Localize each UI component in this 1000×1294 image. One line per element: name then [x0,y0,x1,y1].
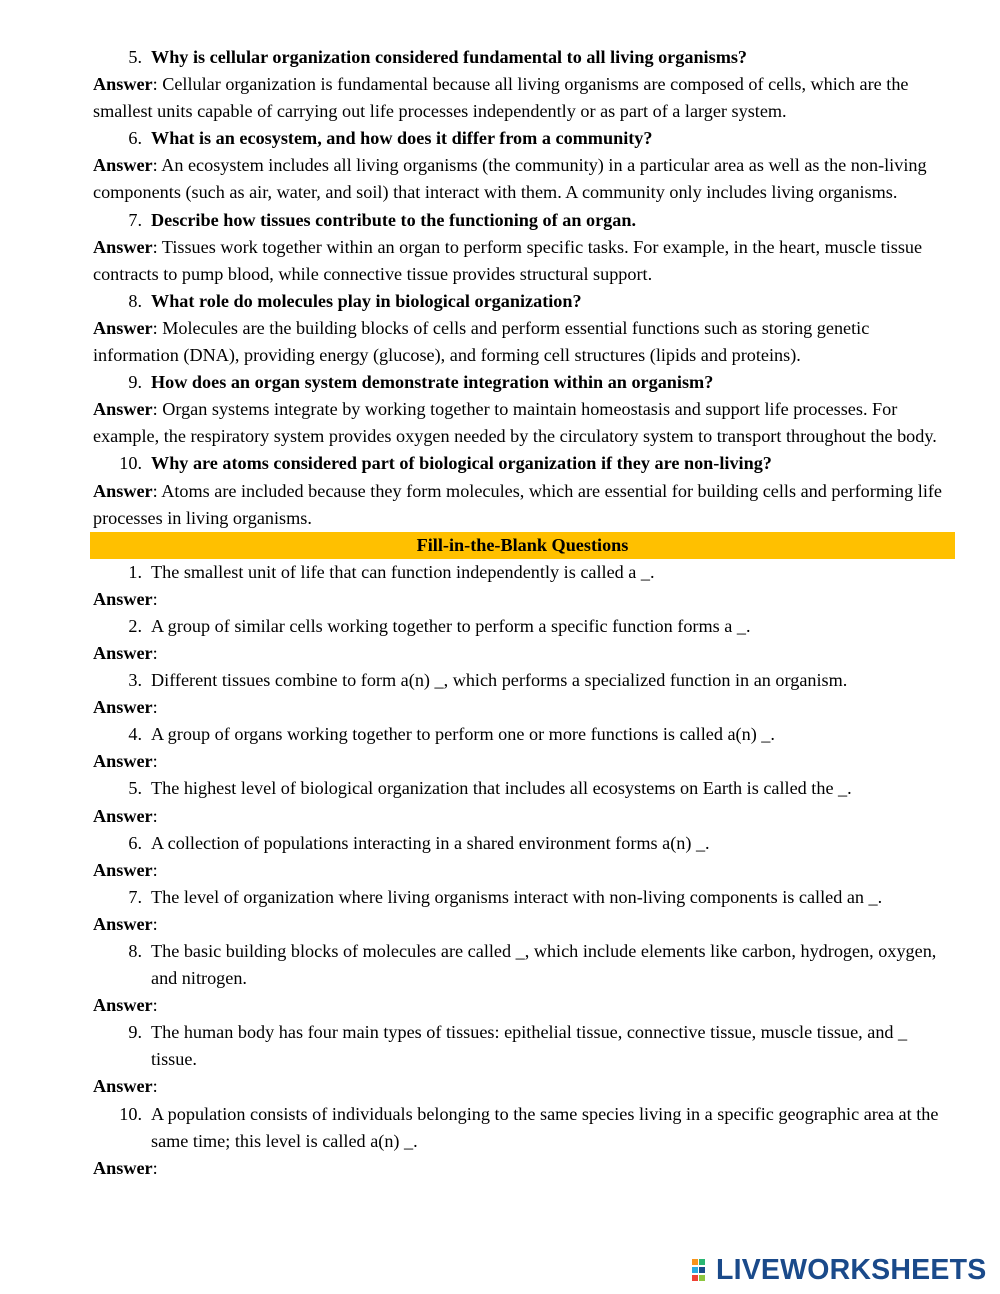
answer-line [93,586,955,613]
answer-colon: : [152,642,158,663]
question-item [93,288,955,315]
blank-question-item [93,884,955,911]
answer-text: : An ecosystem includes all living organisms (the community) in a particular area as well as the non-living components (such as air, water, and soil) that interact with them. A community only includes living organisms. [93,155,927,203]
answer-label: Answer [93,1076,153,1097]
answer-paragraph [93,315,955,369]
blank-question-item [93,613,955,640]
question-item [93,44,955,71]
answer-label: Answer [93,859,153,880]
answer-paragraph [93,396,955,450]
answer-label: Answer [93,317,153,338]
blank-question-item [93,559,955,586]
question-number: 7. [128,886,142,907]
answer-line [93,1073,955,1100]
question-text: What role do molecules play in biological organization? [151,290,582,311]
question-number: 4. [128,724,142,745]
blank-question-item [93,775,955,802]
question-number: 8. [128,941,142,961]
question-text: The level of organization where living organisms interact with non-living components is called an _. [151,886,883,907]
question-number: 9. [128,372,142,393]
question-text: The basic building blocks of molecules are called _, which include elements like carbon, hydrogen, oxygen, and nitrogen. [151,941,937,989]
question-item [93,450,955,477]
answer-colon: : [152,697,158,718]
answer-label: Answer [93,480,153,501]
answer-line [93,694,955,721]
answer-colon: : [152,859,158,880]
answer-colon: : [152,751,158,772]
answer-line [93,803,955,830]
answer-colon: : [152,805,158,826]
question-number: 5. [128,47,142,67]
blank-question-item [93,938,955,992]
blank-question-item [93,830,955,857]
answer-text: : Organ systems integrate by working together to maintain homeostasis and support life processes. For example, the respiratory system provides oxygen needed by the circulatory system to transport throughout the body. [93,399,937,447]
answer-colon: : [152,1076,158,1097]
question-number: 8. [128,290,142,311]
question-text: Different tissues combine to form a(n) _, which performs a specialized function in an organism. [151,670,848,691]
answer-label: Answer [93,399,153,420]
question-number: 10. [119,453,142,474]
liveworksheets-logo-icon [692,1258,714,1282]
question-text: Describe how tissues contribute to the functioning of an organ. [151,209,636,230]
question-text: A collection of populations interacting in a shared environment forms a(n) _. [151,832,710,853]
answer-line [93,1155,955,1182]
answer-label: Answer [93,805,153,826]
answer-label: Answer [93,588,153,609]
question-item [93,207,955,234]
question-item [93,125,955,152]
answer-colon: : [152,995,158,1016]
question-item [93,369,955,396]
question-text: The smallest unit of life that can function independently is called a _. [151,561,655,582]
answer-paragraph [93,71,955,125]
question-text: The human body has four main types of tissues: epithelial tissue, connective tissue, muscle tissue, and _ tissue. [151,1022,908,1070]
answer-line [93,992,955,1019]
question-text: Why are atoms considered part of biological organization if they are non-living? [151,453,772,474]
liveworksheets-logo[interactable] [692,1254,988,1286]
answer-text: : Tissues work together within an organ to perform specific tasks. For example, in the heart, muscle tissue contracts to pump blood, while connective tissue provides structural support. [93,236,923,284]
question-number: 6. [128,832,142,853]
answer-label: Answer [93,697,153,718]
blank-question-item [93,1019,955,1073]
question-number: 5. [128,778,142,799]
question-number: 1. [128,561,142,582]
question-number: 10. [119,1103,142,1124]
answer-colon: : [152,913,158,934]
answer-text: : Molecules are the building blocks of cells and perform essential functions such as storing genetic information (DNA), providing energy (glucose), and forming cell structures (lipids and proteins). [93,317,870,366]
answer-line [93,911,955,938]
question-text: A group of similar cells working together to perform a specific function forms a _. [151,615,751,636]
blank-question-item [93,721,955,748]
worksheet-page [93,44,955,1182]
answer-paragraph [93,234,955,288]
answer-paragraph [93,152,955,206]
answer-paragraph [93,478,955,532]
question-text: What is an ecosystem, and how does it differ from a community? [151,128,653,149]
answer-line [93,857,955,884]
answer-label: Answer [93,751,153,772]
answer-line [93,748,955,775]
question-text: The highest level of biological organization that includes all ecosystems on Earth is called the _. [151,778,852,799]
blank-question-item [93,667,955,694]
question-number: 9. [128,1022,142,1043]
question-text: A population consists of individuals belonging to the same species living in a specific geographic area at the same time; this level is called a(n) _. [151,1103,939,1151]
answer-label: Answer [93,74,153,95]
question-text: How does an organ system demonstrate integration within an organism? [151,372,714,393]
liveworksheets-logo-text: LIVEWORKSHEETS [716,1253,987,1286]
answer-line [93,640,955,667]
question-number: 6. [128,128,142,149]
question-text: A group of organs working together to perform one or more functions is called a(n) _. [151,724,775,745]
answer-label: Answer [93,236,153,257]
answer-label: Answer [93,155,153,176]
question-text: Why is cellular organization considered fundamental to all living organisms? [151,47,748,67]
question-number: 3. [128,670,142,691]
question-number: 2. [128,615,142,636]
section-heading-banner: Fill-in-the-Blank Questions [90,532,955,559]
answer-text: : Atoms are included because they form molecules, which are essential for building cells and performing life processes in living organisms. [93,480,942,528]
answer-colon: : [152,1157,158,1178]
answer-label: Answer [93,1157,153,1178]
answer-colon: : [152,588,158,609]
answer-label: Answer [93,913,153,934]
answer-text: : Cellular organization is fundamental because all living organisms are composed of cells, which are the smallest units capable of carrying out life processes independently or as part of a larger system. [93,74,909,122]
answer-label: Answer [93,642,153,663]
question-number: 7. [128,209,142,230]
answer-label: Answer [93,995,153,1016]
blank-question-item [93,1101,955,1155]
